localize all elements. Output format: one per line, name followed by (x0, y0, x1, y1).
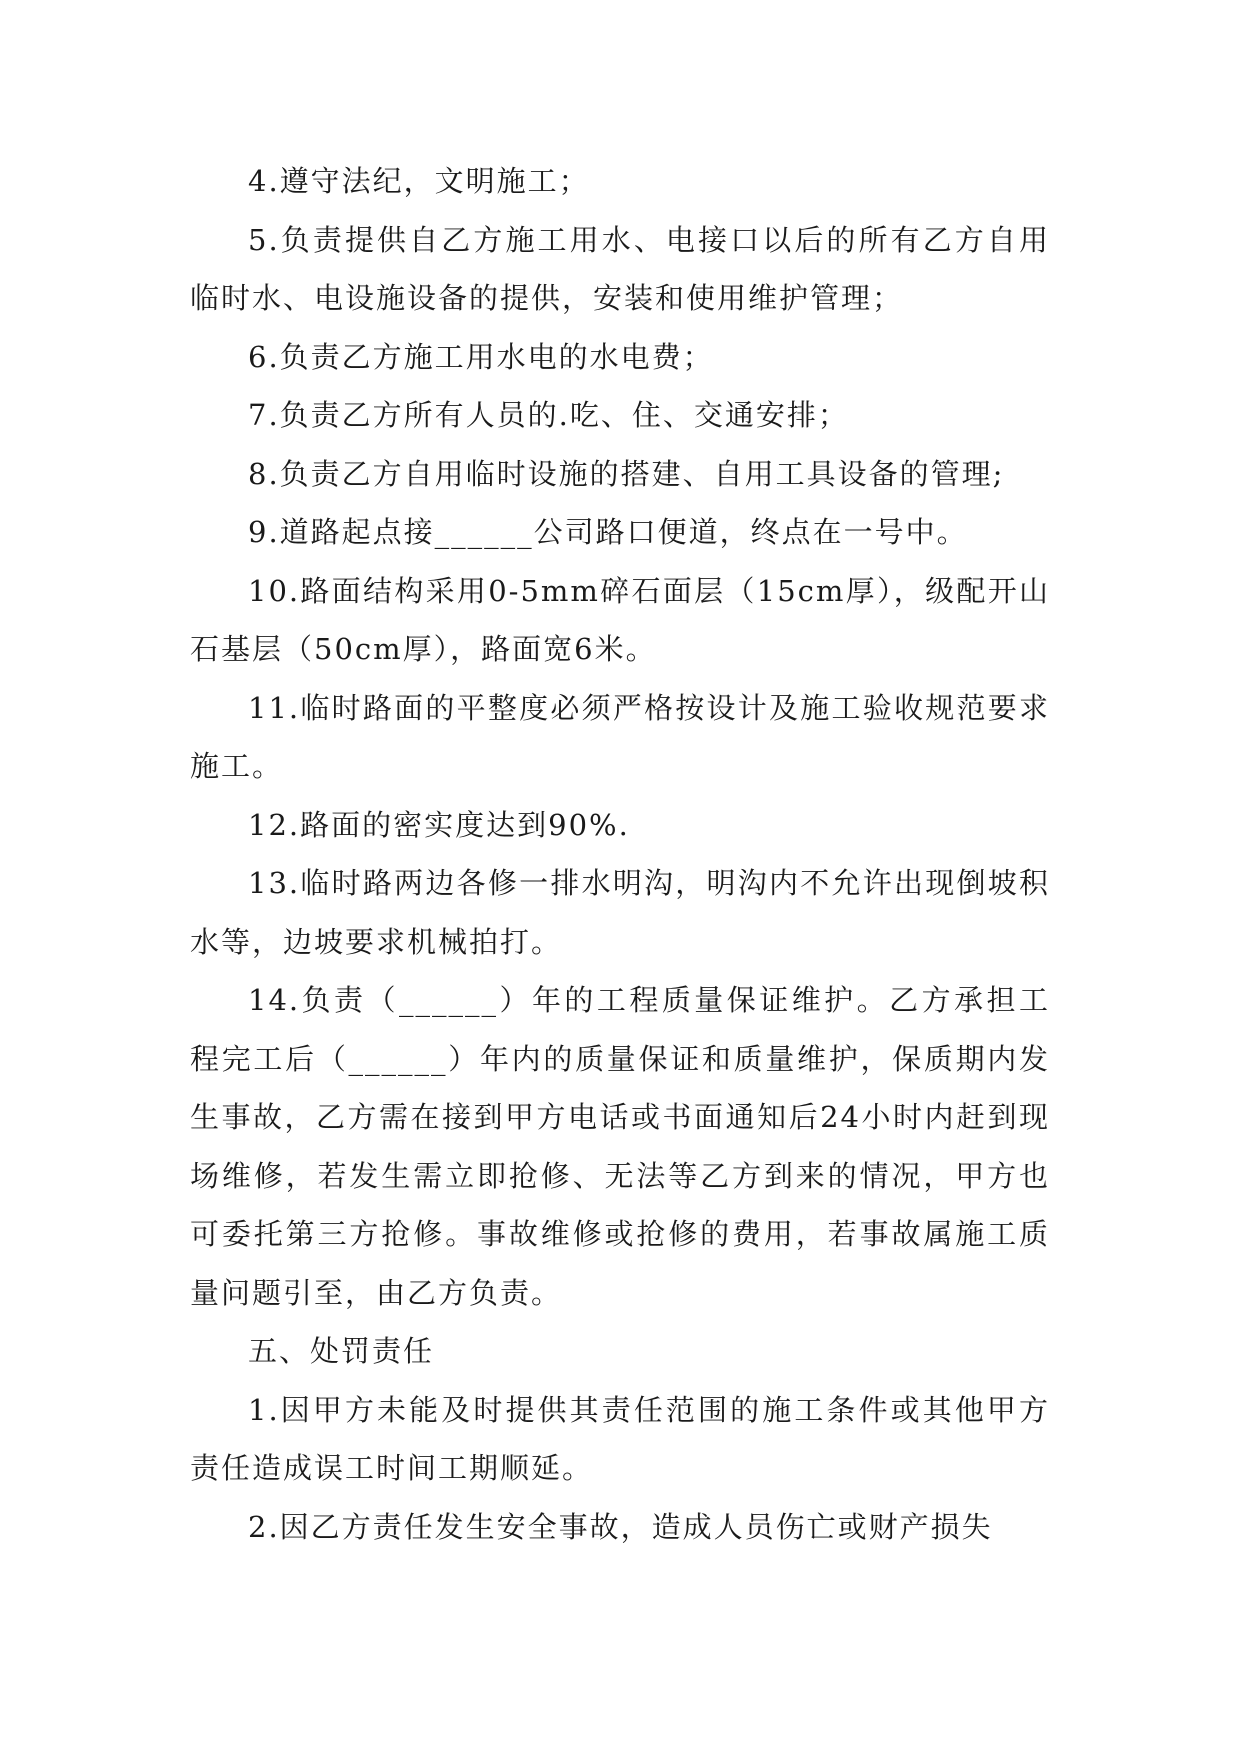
paragraph-item-11: 11.临时路面的平整度必须严格按设计及施工验收规范要求施工。 (190, 690, 1050, 783)
paragraph-item-9: 9.道路起点接______公司路口便道，终点在一号中。 (248, 515, 968, 549)
paragraph-item-10: 10.路面结构采用0-5mm碎石面层（15cm厚），级配开山石基层（50cm厚），路面宽6米。 (190, 573, 1050, 666)
paragraph-item-8: 8.负责乙方自用临时设施的搭建、自用工具设备的管理; (248, 456, 1005, 491)
paragraph-item-12: 12.路面的密实度达到90%. (248, 807, 630, 842)
paragraph-item-4: 4.遵守法纪，文明施工； (248, 164, 590, 198)
paragraph-item-14: 14.负责（______）年的工程质量保证维护。乙方承担工程完工后（______）年内的质量保证和质量维护，保质期内发生事故，乙方需在接到甲方电话或书面通知后24小时内赶到现场维修，若发生需立即抢修、无法等乙方到来的情况，甲方也可委托第三方抢修。事故维修或抢修的费用，若事故属施工质量问题引至，由乙方负责。 (190, 983, 1050, 1310)
paragraph-item-6: 6.负责乙方施工用水电的水电费； (248, 339, 714, 374)
paragraph-item-5: 5.负责提供自乙方施工用水、电接口以后的所有乙方自用临时水、电设施设备的提供，安装和使用维护管理； (190, 222, 1050, 315)
paragraph-item-7: 7.负责乙方所有人员的.吃、住、交通安排； (248, 398, 849, 432)
paragraph-penalty-2: 2.因乙方责任发生安全事故，造成人员伤亡或财产损失 (248, 1509, 993, 1544)
document-body (190, 152, 1050, 1556)
paragraph-penalty-1: 1.因甲方未能及时提供其责任范围的施工条件或其他甲方责任造成误工时间工期顺延。 (190, 1392, 1050, 1485)
section-heading-penalty: 五、处罚责任 (248, 1334, 435, 1368)
paragraph-item-13: 13.临时路两边各修一排水明沟，明沟内不允许出现倒坡积水等，边坡要求机械拍打。 (190, 866, 1050, 959)
